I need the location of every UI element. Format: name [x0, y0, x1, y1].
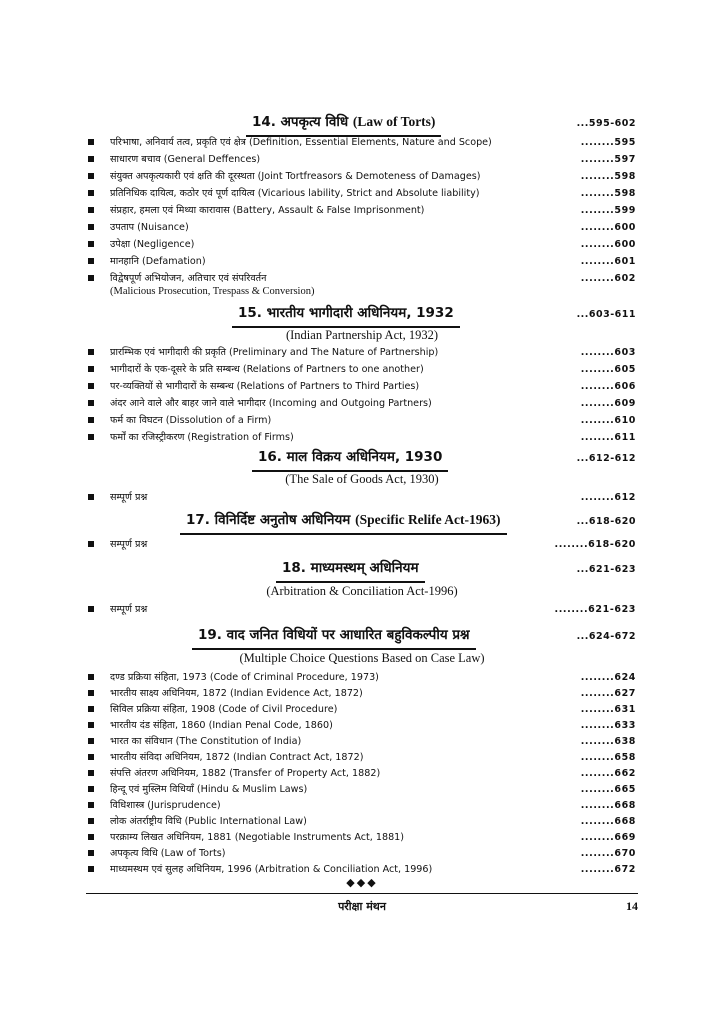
toc-entry[interactable]: [88, 846, 636, 862]
entry-label: भागीदारों के एक-दूसरे के प्रति सम्बन्ध (Relations of Partners to one another): [110, 364, 424, 375]
toc-entry[interactable]: [88, 379, 636, 395]
bullet-icon: [88, 606, 94, 612]
entry-label: पर-व्यक्तियों से भागीदारों के सम्बन्ध (Relations of Partners to Third Parties): [110, 381, 420, 392]
entry-label: परिभाषा, अनिवार्य तत्व, प्रकृति एवं क्षेत्र (Definition, Essential Elements, Nature and Scope): [110, 137, 492, 148]
entry-label: लोक अंतर्राष्ट्रीय विधि (Public International Law): [110, 816, 307, 827]
bullet-icon: [88, 366, 94, 372]
entry-label: साधारण बचाव (General Deffences): [110, 154, 261, 165]
toc-entry[interactable]: [88, 798, 636, 814]
bullet-icon: [88, 818, 94, 824]
section-subtitle: (Arbitration & Conciliation Act-1996): [266, 584, 458, 598]
section-header: [0, 510, 724, 536]
entry-page: ........624: [580, 672, 636, 683]
entry-label: फर्मों का रजिस्ट्रीकरण (Registration of Firms): [110, 432, 294, 443]
toc-entry[interactable]: [88, 602, 636, 618]
entry-label: मानहानि (Defamation): [110, 256, 206, 267]
toc-entry[interactable]: [88, 345, 636, 361]
section-page-range: ...618-620: [576, 516, 636, 527]
toc-entry[interactable]: [88, 186, 636, 202]
toc-entry[interactable]: [88, 135, 636, 151]
entry-label: फर्म का विघटन (Dissolution of a Firm): [110, 415, 272, 426]
entry-label: संयुक्त अपकृत्यकारी एवं क्षति की दूरस्थता (Joint Tortfreasors & Demoteness of Damages): [110, 171, 481, 182]
bullet-icon: [88, 275, 94, 281]
toc-entry[interactable]: [88, 396, 636, 412]
toc-entry[interactable]: [88, 220, 636, 236]
section-title: 15. भारतीय भागीदारी अधिनियम, 1932: [232, 303, 460, 328]
entry-page: ........602: [580, 273, 636, 284]
toc-entry[interactable]: [88, 750, 636, 766]
bullet-icon: [88, 722, 94, 728]
toc-entry[interactable]: [88, 362, 636, 378]
entry-page: ........609: [580, 398, 636, 409]
bullet-icon: [88, 349, 94, 355]
section-page-range: ...621-623: [576, 564, 636, 575]
entry-page: ........603: [580, 347, 636, 358]
entry-label: दण्ड प्रक्रिया संहिता, 1973 (Code of Criminal Procedure, 1973): [110, 672, 379, 683]
toc-entry[interactable]: [88, 271, 636, 287]
section-page-range: ...595-602: [576, 118, 636, 129]
bullet-icon: [88, 258, 94, 264]
entry-label: संपत्ति अंतरण अधिनियम, 1882 (Transfer of Property Act, 1882): [110, 768, 381, 779]
entry-page: ........627: [580, 688, 636, 699]
entry-page: ........668: [580, 800, 636, 811]
entry-page: ........601: [580, 256, 636, 267]
toc-entry[interactable]: [88, 766, 636, 782]
toc-entry[interactable]: [88, 686, 636, 702]
entry-page: ........605: [580, 364, 636, 375]
entry-page: ........600: [580, 239, 636, 250]
section-title: 19. वाद जनित विधियों पर आधारित बहुविकल्पीय प्रश्न: [192, 625, 476, 650]
section-subtitle: (Multiple Choice Questions Based on Case Law): [239, 651, 485, 665]
entry-page: ........600: [580, 222, 636, 233]
toc-entry[interactable]: [88, 203, 636, 219]
entry-page: ........599: [580, 205, 636, 216]
toc-entry[interactable]: [88, 734, 636, 750]
bullet-icon: [88, 754, 94, 760]
entry-label: भारतीय साक्ष्य अधिनियम, 1872 (Indian Evidence Act, 1872): [110, 688, 363, 699]
bullet-icon: [88, 786, 94, 792]
toc-entry[interactable]: [88, 254, 636, 270]
entry-label: सम्पूर्ण प्रश्न: [110, 492, 148, 503]
section-header: [0, 558, 724, 584]
toc-entry[interactable]: [88, 702, 636, 718]
section-subtitle: (The Sale of Goods Act, 1930): [285, 472, 439, 486]
toc-entry[interactable]: [88, 718, 636, 734]
entry-label: सम्पूर्ण प्रश्न: [110, 604, 148, 615]
entry-page: ........638: [580, 736, 636, 747]
entry-page: ........618-620: [554, 539, 636, 550]
entry-page: ........668: [580, 816, 636, 827]
bullet-icon: [88, 706, 94, 712]
toc-entry[interactable]: [88, 537, 636, 553]
entry-page: ........658: [580, 752, 636, 763]
entry-label: प्रतिनिधिक दायित्व, कठोर एवं पूर्ण दायित्व (Vicarious lability, Strict and Absolute liability): [110, 188, 480, 199]
section-title: 16. माल विक्रय अधिनियम, 1930: [252, 447, 448, 472]
entry-label: विद्वेषपूर्ण अभियोजन, अतिचार एवं संपरिवर्तन: [110, 273, 267, 284]
entry-page: ........670: [580, 848, 636, 859]
bullet-icon: [88, 541, 94, 547]
entry-continuation: (Malicious Prosecution, Trespass & Conversion): [110, 286, 315, 297]
bullet-icon: [88, 802, 94, 808]
bullet-icon: [88, 866, 94, 872]
entry-page: ........669: [580, 832, 636, 843]
section-title: 14. अपकृत्य विधि (Law of Torts): [246, 112, 441, 137]
entry-label: उपताप (Nuisance): [110, 222, 189, 233]
entry-label: भारतीय दंड संहिता, 1860 (Indian Penal Code, 1860): [110, 720, 333, 731]
entry-page: ........598: [580, 188, 636, 199]
bullet-icon: [88, 383, 94, 389]
entry-page: ........597: [580, 154, 636, 165]
entry-label: उपेक्षा (Negligence): [110, 239, 195, 250]
entry-label: भारत का संविधान (The Constitution of India): [110, 736, 302, 747]
toc-entry[interactable]: [88, 490, 636, 506]
section-subtitle: (Indian Partnership Act, 1932): [285, 328, 439, 342]
entry-label: प्रारम्भिक एवं भागीदारी की प्रकृति (Preliminary and The Nature of Partnership): [110, 347, 439, 358]
toc-entry[interactable]: [88, 814, 636, 830]
entry-page: ........633: [580, 720, 636, 731]
entry-label: सम्पूर्ण प्रश्न: [110, 539, 148, 550]
section-page-range: ...603-611: [576, 309, 636, 320]
footer-divider: [86, 893, 638, 894]
entry-label: हिन्दू एवं मुस्लिम विधियाँ (Hindu & Muslim Laws): [110, 784, 308, 795]
bullet-icon: [88, 241, 94, 247]
entry-page: ........612: [580, 492, 636, 503]
bullet-icon: [88, 173, 94, 179]
entry-label: विधिशास्त्र (Jurisprudence): [110, 800, 221, 811]
section-header: [0, 625, 724, 651]
bullet-icon: [88, 139, 94, 145]
toc-entry[interactable]: [88, 782, 636, 798]
bullet-icon: [88, 494, 94, 500]
section-page-range: ...612-612: [576, 453, 636, 464]
bullet-icon: [88, 434, 94, 440]
entry-page: ........598: [580, 171, 636, 182]
bullet-icon: [88, 207, 94, 213]
bullet-icon: [88, 417, 94, 423]
toc-entry[interactable]: [88, 413, 636, 429]
toc-entry[interactable]: [88, 830, 636, 846]
entry-page: ........611: [580, 432, 636, 443]
entry-page: ........672: [580, 864, 636, 875]
toc-entry[interactable]: [88, 430, 636, 446]
bullet-icon: [88, 834, 94, 840]
entry-page: ........610: [580, 415, 636, 426]
bullet-icon: [88, 674, 94, 680]
entry-page: ........631: [580, 704, 636, 715]
entry-page: ........606: [580, 381, 636, 392]
diamond-ornament-icon: ◆◆◆: [346, 876, 378, 889]
bullet-icon: [88, 850, 94, 856]
entry-page: ........595: [580, 137, 636, 148]
section-title: 18. माध्यमस्थम् अधिनियम: [276, 558, 425, 583]
bullet-icon: [88, 738, 94, 744]
entry-label: अंदर आने वाले और बाहर जाने वाले भागीदार (Incoming and Outgoing Partners): [110, 398, 432, 409]
section-header: [0, 303, 724, 329]
bullet-icon: [88, 400, 94, 406]
bullet-icon: [88, 156, 94, 162]
section-header: [0, 447, 724, 473]
entry-page: ........621-623: [554, 604, 636, 615]
bullet-icon: [88, 770, 94, 776]
footer-publication-name: परीक्षा मंथन: [338, 900, 386, 913]
footer-page-number: 14: [626, 899, 638, 913]
section-page-range: ...624-672: [576, 631, 636, 642]
bullet-icon: [88, 190, 94, 196]
section-title: 17. विनिर्दिष्ट अनुतोष अधिनियम (Specific Relife Act-1963): [180, 510, 507, 535]
toc-entry[interactable]: [88, 169, 636, 185]
entry-label: अपकृत्य विधि (Law of Torts): [110, 848, 226, 859]
toc-entry[interactable]: [88, 670, 636, 686]
bullet-icon: [88, 690, 94, 696]
entry-page: ........662: [580, 768, 636, 779]
entry-label: परक्राम्य लिखत अधिनियम, 1881 (Negotiable Instruments Act, 1881): [110, 832, 405, 843]
toc-entry[interactable]: [88, 237, 636, 253]
bullet-icon: [88, 224, 94, 230]
toc-entry[interactable]: [88, 152, 636, 168]
entry-label: संप्रहार, हमला एवं मिथ्या कारावास (Battery, Assault & False Imprisonment): [110, 205, 425, 216]
entry-label: सिविल प्रक्रिया संहिता, 1908 (Code of Civil Procedure): [110, 704, 338, 715]
entry-label: माध्यमस्थम एवं सुलह अधिनियम, 1996 (Arbitration & Conciliation Act, 1996): [110, 864, 433, 875]
entry-label: भारतीय संविदा अधिनियम, 1872 (Indian Contract Act, 1872): [110, 752, 364, 763]
entry-page: ........665: [580, 784, 636, 795]
